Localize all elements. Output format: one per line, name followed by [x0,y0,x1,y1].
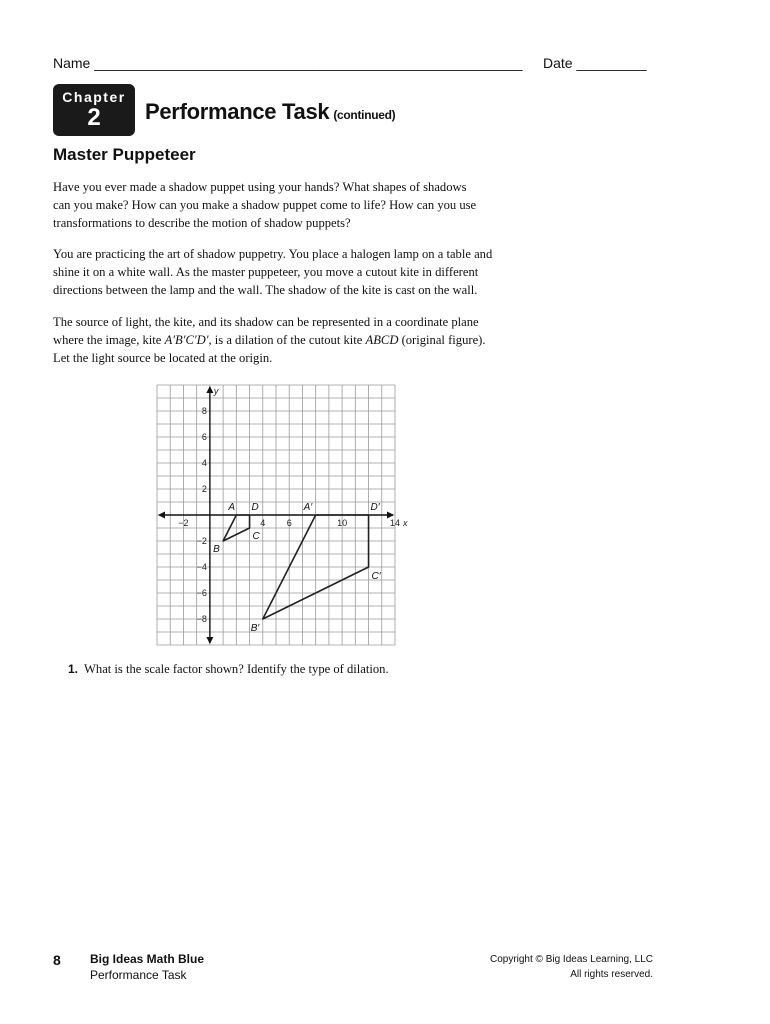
question-1 [68,662,389,677]
chapter-badge [53,84,135,136]
coordinate-paragraph [53,313,553,367]
setup-paragraph [53,245,553,299]
vertex-label: B′ [250,623,260,634]
intro-paragraph [53,178,553,232]
x-tick-label: 4 [260,518,266,528]
question-number: 1. [68,662,79,676]
question-text: What is the scale factor shown? Identify the type of dilation. [84,662,389,676]
vertex-label: C′ [371,571,381,582]
paragraph-line: Have you ever made a shadow puppet using your hands? What shapes of shadows [53,180,467,194]
vertex-label: C [252,531,260,542]
x-tick-label: −2 [178,518,189,528]
vertex-label: D [251,502,259,513]
x-axis-arrow-left [158,512,165,519]
rights-reserved: All rights reserved. [570,969,653,980]
y-tick-label: −4 [196,562,207,572]
text-fragment: where the image, kite [53,333,165,347]
paragraph-line: The source of light, the kite, and its shadow can be represented in a coordinate plane [53,315,479,329]
x-axis-label: x [403,518,408,528]
date-field-line [543,55,647,71]
name-blank[interactable]: _______________________________________________________ [94,55,523,71]
vertex-label: D′ [370,502,380,513]
y-tick-label: −6 [196,588,207,598]
y-tick-label: −8 [196,614,207,624]
x-tick-label: 14 [389,518,401,528]
y-tick-label: 2 [201,484,207,494]
x-tick-label: 6 [286,518,292,528]
y-tick-label: 8 [201,406,207,416]
paragraph-line: shine it on a white wall. As the master puppeteer, you move a cutout kite in different [53,265,479,279]
image-kite-label: A′B′C′D′, [164,333,212,347]
page-title-main: Performance Task [145,99,330,124]
y-tick-label: 4 [201,458,207,468]
original-kite-label: ABCD [365,333,399,347]
paragraph-line: can you make? How can you make a shadow puppet come to life? How can you use [53,198,477,212]
date-blank[interactable]: _________ [576,55,647,71]
coordinate-plane [155,383,408,647]
y-tick-label: −2 [196,536,207,546]
vertex-label: B [213,544,220,555]
paragraph-line: transformations to describe the motion of shadow puppets? [53,216,351,230]
chapter-number: 2 [87,104,101,131]
page-title [145,99,395,125]
page-number: 8 [53,952,61,968]
x-tick-label: 10 [337,518,348,528]
date-label: Date [543,55,573,71]
vertex-labels [213,502,382,634]
paragraph-line [53,331,553,349]
book-subtitle: Performance Task [90,968,187,982]
book-title: Big Ideas Math Blue [90,952,205,966]
text-fragment: is a dilation of the cutout kite [211,333,366,347]
y-axis-label: y [213,386,219,396]
text-fragment: (original figure). [398,333,486,347]
paragraph-line: directions between the lamp and the wall. The shadow of the kite is cast on the wall. [53,283,478,297]
section-title: Master Puppeteer [53,145,196,164]
paragraph-line: You are practicing the art of shadow puppetry. You place a halogen lamp on a table and [53,247,493,261]
y-axis-arrow-up [206,386,213,393]
paragraph-line: Let the light source be located at the origin. [53,351,273,365]
copyright: Copyright © Big Ideas Learning, LLC [489,954,653,965]
name-field-line [53,55,523,71]
y-axis-arrow-down [206,637,213,644]
chapter-word: Chapter [62,89,126,105]
vertex-label: A [228,502,236,513]
vertex-label: A′ [303,502,313,513]
page-title-sub: (continued) [333,108,396,122]
y-tick-label: 6 [201,432,207,442]
name-label: Name [53,55,91,71]
